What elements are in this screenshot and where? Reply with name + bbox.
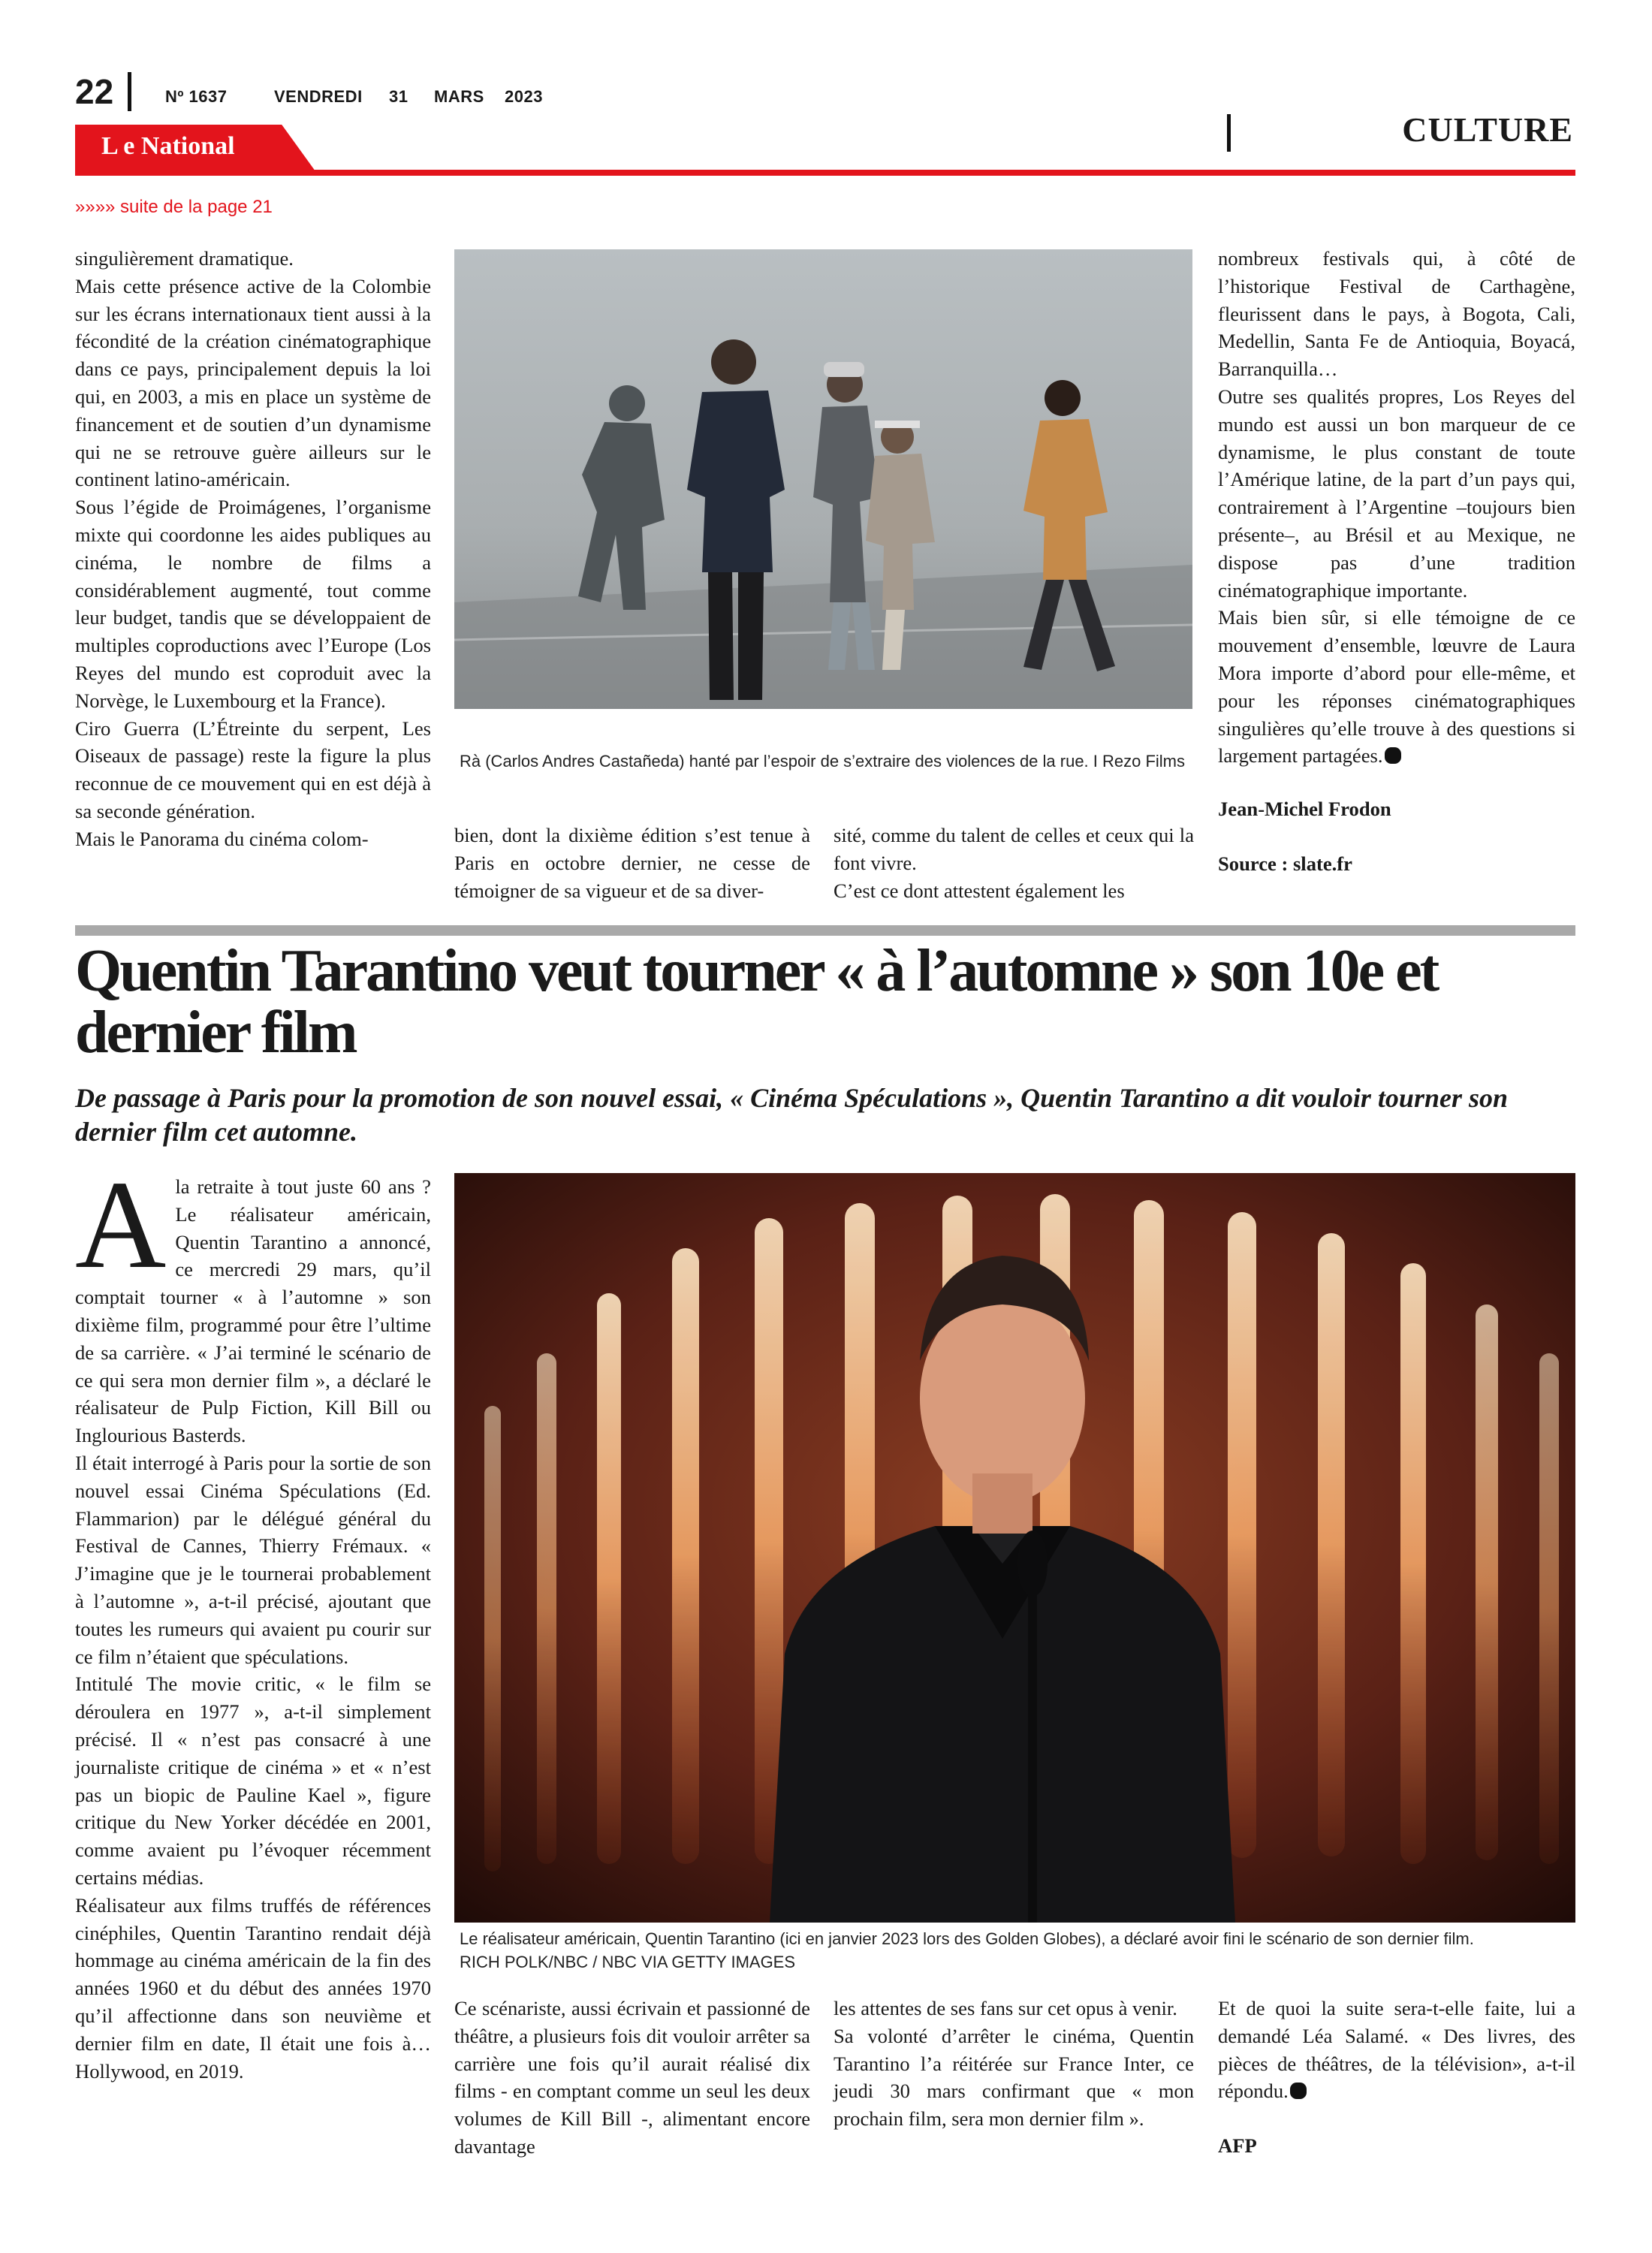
article2-column-4: [1218, 1995, 1575, 2160]
article2-column-2: [454, 1995, 810, 2161]
street-scene-photo: [454, 249, 1192, 709]
section-title: CULTURE: [1402, 110, 1573, 149]
paragraph: Sa volonté d’arrêter le cinéma, Quentin Tarantino l’a réitérée sur France Inter, ce jeudi 30 mars confirmant que « mon prochain film, sera mon dernier film ».: [834, 2024, 1194, 2131]
article1-column-4: [1218, 245, 1575, 878]
headline: Quentin Tarantino veut tourner « à l’automne » son 10e et dernier film: [75, 938, 1438, 1066]
article1-column-2: [454, 822, 810, 904]
paragraph: Réalisateur aux films truffés de références cinéphiles, Quentin Tarantino rendait déjà hommage au cinéma américain de la fin des années 1960 et du début des années 1970 qu’il affectionne dans son neuvième et dernier film en date, Il était une fois à… Hollywood, en 2019.: [75, 1893, 431, 2083]
article2-column-3: [834, 1995, 1194, 2133]
photo-caption: Rà (Carlos Andres Castañeda) hanté par l’espoir de s’extraire des violences de la rue. I Rezo Films: [460, 752, 1186, 771]
paragraph: Ciro Guerra (L’Étreinte du serpent, Les Oiseaux de passage) reste la figure la plus reconnue de ce mouvement qui en est déjà à sa seconde génération.: [75, 716, 431, 822]
section-divider: [1227, 114, 1231, 152]
paragraph: [75, 1155, 431, 1449]
lede: De passage à Paris pour la promotion de son nouvel essai, « Cinéma Spéculations », Quentin Tarantino a dit vouloir tourner son dernier film cet automne.: [75, 1083, 1508, 1147]
paragraph: Mais le Panorama du cinéma colom-: [75, 827, 369, 850]
article-separator: [75, 925, 1575, 936]
paragraph-text: Et de quoi la suite sera-t-elle faite, lui a demandé Léa Salamé. « Des livres, des pièces de théâtres, de la télévision», a-t-il répondu.: [1218, 1997, 1575, 2103]
tarantino-portrait-photo: [454, 1173, 1575, 1923]
end-of-article-icon: [1290, 2083, 1307, 2099]
photo-credit: RICH POLK/NBC / NBC VIA GETTY IMAGES: [460, 1953, 796, 1971]
paragraph: singulièrement dramatique.: [75, 247, 294, 270]
paragraph: [1218, 1995, 1575, 2105]
month: MARS: [434, 87, 484, 106]
end-of-article-icon: [1385, 747, 1401, 764]
article1-column-1: [75, 245, 431, 853]
weekday: VENDREDI: [274, 87, 363, 106]
author-byline: Jean-Michel Frodon: [1218, 798, 1391, 821]
paragraph-text: Mais bien sûr, si elle témoigne de ce mouvement d’ensemble, lœuvre de Laura Mora importe d’abord pour elle-même, et pour les réponses cinématographiques singulières qu’elle trouve à des questions si largement partagées.: [1218, 606, 1575, 768]
paragraph: sité, comme du talent de celles et ceux qui la font vivre.: [834, 824, 1194, 874]
brand-logo: L e National: [101, 132, 235, 160]
paragraph: nombreux festivals qui, à côté de l’historique Festival de Carthagène, fleurissent dans le pays, à Bogota, Cali, Medellin, Santa Fe de Antioquia, Boyacá, Barranquilla…: [1218, 247, 1575, 381]
header-red-rule: [75, 170, 1575, 176]
article1-column-3: [834, 822, 1194, 904]
paragraph: Mais cette présence active de la Colombie sur les écrans internationaux tient aussi à la fécondité de la création cinématographique dans ce pays, principalement depuis la loi qui, en 2003, a mis en place un système de financement et de soutien d’un dynamisme qui ne se retrouve guère ailleurs sur le continent latino-américain.: [75, 274, 431, 491]
drop-cap: A: [75, 1155, 167, 1295]
article2-column-1: [75, 1155, 431, 2085]
paragraph-text: la retraite à tout juste 60 ans ? Le réalisateur américain, Quentin Tarantino a annoncé, ce mercredi 29 mars, qu’il comptait tourner « à l’automne » son dixième film, programmé pour être l’ultime de sa carrière. « J’ai terminé le scénario de ce qui sera mon dernier film », a déclaré le réalisateur de Pulp Fiction, Kill Bill ou Inglourious Basterds.: [75, 1175, 431, 1447]
day: 31: [389, 87, 408, 106]
author-byline: AFP: [1218, 2134, 1257, 2158]
continued-from-label: »»»» suite de la page 21: [75, 197, 273, 217]
paragraph: Sous l’égide de Proimágenes, l’organisme mixte qui coordonne les aides publiques au cinéma, le nombre de films a considérablement augmenté, tout comme leur budget, tandis que se développaient de multiples coproductions avec l’Europe (Los Reyes del mundo est coproduit avec la Norvège, le Luxembourg et la France).: [75, 496, 431, 712]
source-credit: Source : slate.fr: [1218, 852, 1352, 875]
paragraph: Ce scénariste, aussi écrivain et passionné de théâtre, a plusieurs fois dit vouloir arrêter sa carrière une fois qu’il aurait réalisé dix films - en comptant comme un seul les deux volumes de Kill Bill -, alimentant encore davantage: [454, 1997, 810, 2158]
paragraph: [1218, 604, 1575, 770]
paragraph: bien, dont la dixième édition s’est tenue à Paris en octobre dernier, ne cesse de témoigner de sa vigueur et de sa diver-: [454, 824, 810, 902]
paragraph: C’est ce dont attestent également les: [834, 879, 1125, 902]
photo-caption: Le réalisateur américain, Quentin Tarantino (ici en janvier 2023 lors des Golden Globes), a déclaré avoir fini le scénario de son dernier film.: [460, 1929, 1474, 1948]
issue-number: Nº 1637: [165, 87, 228, 106]
year: 2023: [505, 87, 543, 106]
paragraph: Il était interrogé à Paris pour la sortie de son nouvel essai Cinéma Spéculations (Ed. Flammarion) par le délégué général du Festival de Cannes, Thierry Frémaux. « J’imagine que je le tournerai probablement à l’automne », a-t-il précisé, ajoutant que toutes les rumeurs qui avaient pu courir sur ce film n’étaient que spéculations.: [75, 1451, 431, 1668]
paragraph: Outre ses qualités propres, Los Reyes del mundo est aussi un bon marqueur de ce dynamisme, le plus constant de toute l’Amérique latine, de la part d’un pays qui, contrairement à l’Argentine –toujours bien présente–, au Brésil et au Mexique, ne dispose pas d’une tradition cinématographique importante.: [1218, 385, 1575, 602]
paragraph: les attentes de ses fans sur cet opus à venir.: [834, 1997, 1177, 2019]
page-number: 22: [75, 72, 114, 111]
paragraph: Intitulé The movie critic, « le film se déroulera en 1977 », a-t-il simplement précisé. Il « n’est pas consacré à une journaliste critique de cinéma » et « n’est pas un biopic de Pauline Kael », figure critique du New Yorker décédée en 2001, comme avaient pu l’évoquer récemment certains médias.: [75, 1672, 431, 1889]
page-number-divider: [128, 72, 131, 111]
